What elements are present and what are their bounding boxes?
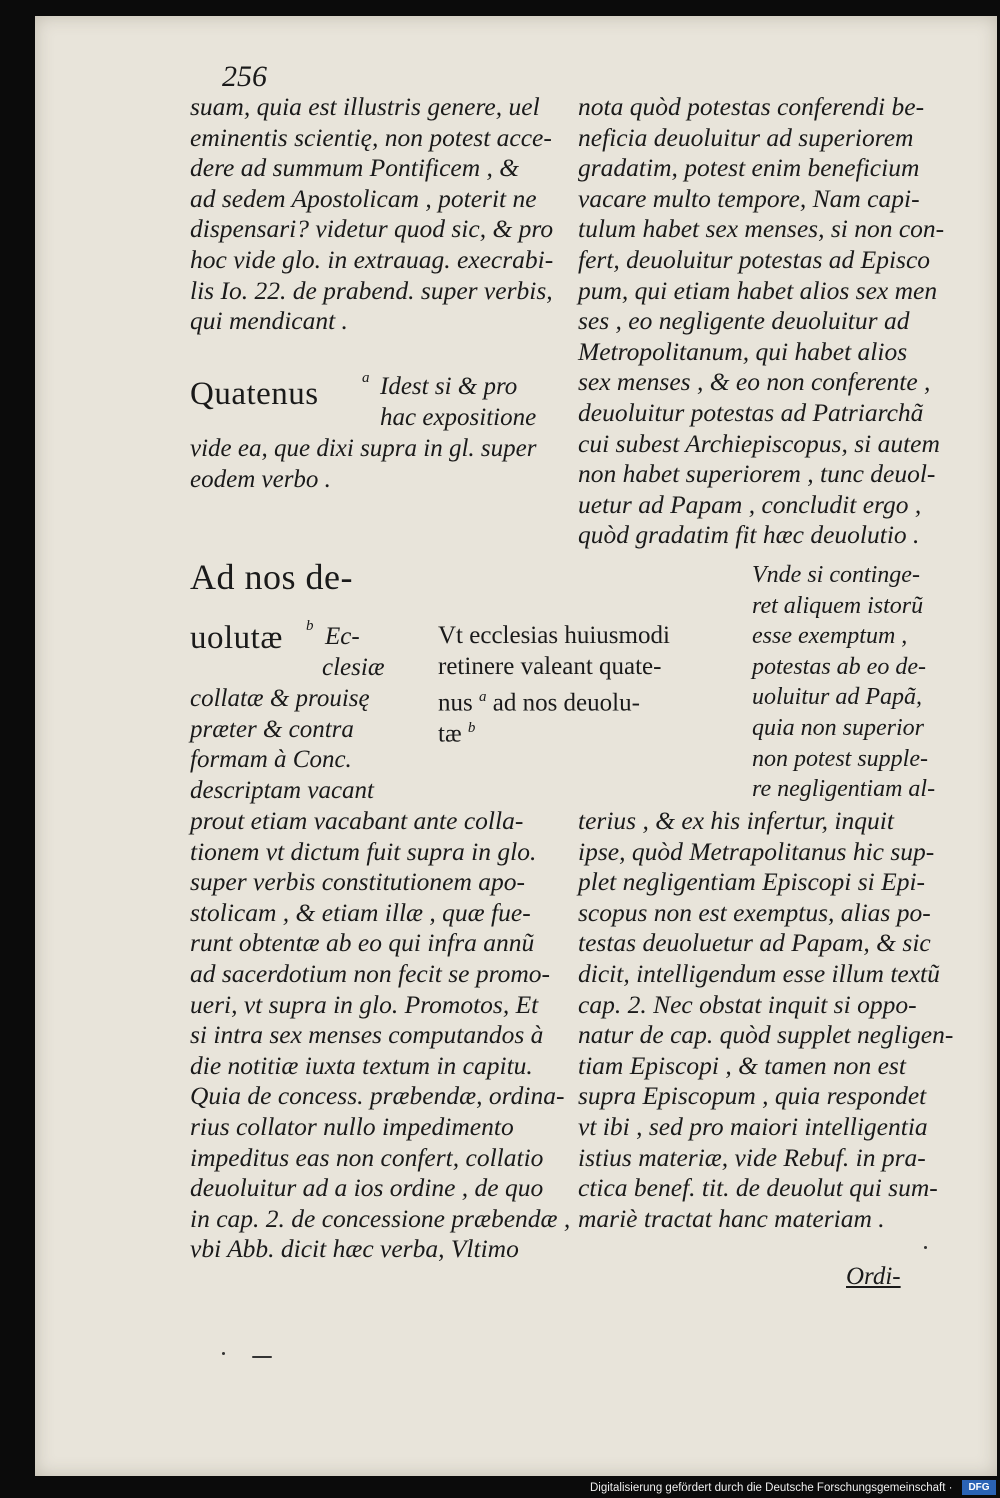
left-column-bottom [190, 806, 570, 1265]
text-line: Ec- [325, 623, 360, 650]
left-column-top [190, 92, 553, 337]
text-line: in cap. 2. de concessione præbendæ , [190, 1203, 571, 1233]
main-text-word: tæ [438, 720, 462, 748]
text-line: quòd gradatim fit hæc deuolutio . [578, 520, 920, 550]
text-line: non potest supple- [752, 745, 928, 772]
text-line: neficia deuoluitur ad superiorem [578, 122, 914, 152]
dfg-logo: DFG [962, 1480, 996, 1495]
text-line: vt ibi , sed pro maiori intelligentia [578, 1111, 928, 1141]
text-line: sex menses , & eo non conferente , [578, 367, 931, 397]
main-mark-a: a [478, 689, 487, 705]
text-line: Idest si & pro [380, 373, 518, 400]
main-text-word: ad nos deuolu- [492, 689, 640, 717]
text-line: ad sedem Apostolicam , poterit ne [190, 183, 537, 213]
page-number: 256 [222, 60, 267, 93]
text-line: super verbis constitutionem apo- [190, 867, 525, 897]
text-line: si intra sex menses computandos à [190, 1020, 544, 1050]
main-text-line [438, 682, 670, 717]
ink-speck [924, 1246, 927, 1249]
text-line: tiam Episcopi , & tamen non est [578, 1050, 906, 1080]
text-line: gradatim, potest enim beneficium [578, 153, 920, 183]
right-column-narrow [752, 560, 935, 805]
text-line: ret aliquem istorũ [752, 592, 924, 619]
text-line: non habet superiorem , tunc deuol- [578, 459, 936, 489]
text-line: dicit, intelligendum esse illum textũ [578, 958, 940, 988]
text-line: ses , eo negligente deuoluitur ad [578, 306, 910, 336]
text-line: supra Episcopum , quia respondet [578, 1081, 927, 1111]
text-line: vide ea, que dixi supra in gl. super [190, 435, 537, 462]
text-line: præter & contra [190, 715, 354, 743]
text-line: plet negligentiam Episcopi si Epi- [578, 867, 926, 897]
gloss-mark-b: b [306, 618, 314, 634]
text-line: lis Io. 22. de prabend. super verbis, [190, 275, 553, 305]
text-line: natur de cap. quòd supplet negligen- [578, 1020, 954, 1050]
main-mark-b: b [467, 720, 476, 736]
text-line: cap. 2. Nec obstat inquit si oppo- [578, 989, 917, 1019]
right-column-bottom [578, 806, 953, 1234]
text-line: uetur ad Papam , concludit ergo , [578, 489, 922, 519]
lemma-quatenus: Quatenus [190, 376, 319, 412]
text-line: mariè tractat hanc materiam . [578, 1203, 885, 1233]
quatenus-side-gloss [380, 372, 536, 433]
main-text [438, 620, 670, 748]
catchword: Ordi- [846, 1263, 901, 1290]
text-line: prout etiam vacabant ante colla- [190, 806, 524, 835]
text-line: quia non superior [752, 714, 925, 741]
text-line: eodem verbo . [190, 465, 331, 493]
text-line: rius collator nullo impedimento [190, 1111, 514, 1141]
text-line: potestas ab eo de- [752, 653, 926, 680]
text-line: pum, qui etiam habet alios sex men [578, 275, 938, 305]
text-line: stolicam , & etiam illæ , quæ fue- [190, 897, 531, 927]
text-line: dere ad summum Pontificem , & [190, 153, 520, 183]
main-text-line [438, 713, 670, 748]
lemma-ad-nos: Ad nos de- [190, 557, 353, 597]
text-line: cui subest Archiepiscopus, si autem [578, 428, 940, 458]
lemma-devolutae: uolutæ [190, 620, 283, 656]
text-line: scopus non est exemptus, alias po- [578, 897, 931, 927]
text-line: Quia de concess. præbendæ, ordina- [190, 1081, 565, 1111]
text-line: clesiæ [322, 654, 385, 681]
main-text-line: retinere valeant quate- [438, 653, 662, 680]
text-line: tionem vt dictum fuit supra in glo. [190, 836, 537, 866]
text-line: ipse, quòd Metrapolitanus hic sup- [578, 836, 935, 866]
text-line: istius materiæ, vide Rebuf. in pra- [578, 1142, 926, 1172]
text-line: ad sacerdotium non fecit se promo- [190, 958, 551, 988]
text-line: eminentis scientię, non potest acce- [190, 122, 552, 152]
text-line: deuoluitur potestas ad Patriarchã [578, 397, 924, 427]
text-line: suam, quia est illustris genere, uel [190, 92, 540, 121]
text-line: hoc vide glo. in extrauag. execrabi- [190, 244, 554, 274]
text-line: vacare multo tempore, Nam capi- [578, 183, 920, 213]
text-line: re negligentiam al- [752, 776, 936, 803]
text-line: formam à Conc. [190, 746, 352, 774]
text-line: runt obtentæ ab eo qui infra annũ [190, 928, 535, 958]
text-line: descriptam vacant [190, 776, 374, 804]
text-line: dispensari? videtur quod sic, & pro [190, 214, 554, 244]
text-line: ueri, vt supra in glo. Promotos, Et [190, 989, 539, 1019]
ad-nos-gloss-short [322, 653, 385, 684]
text-line: ctica benef. tit. de deuolut qui sum- [578, 1173, 938, 1203]
text-line: uoluitur ad Papã, [752, 684, 923, 711]
right-column-top [578, 92, 944, 551]
text-line: fert, deuoluitur potestas ad Episco [578, 244, 931, 274]
main-text-word: nus [438, 689, 473, 717]
text-line: deuoluitur ad a ios ordine , de quo [190, 1173, 544, 1203]
ink-speck [252, 1356, 272, 1358]
text-line: Vnde si continge- [752, 562, 920, 588]
text-line: collatæ & prouisę [190, 685, 370, 712]
ink-speck [222, 1352, 225, 1355]
text-line: testas deuoluetur ad Papam, & sic [578, 928, 931, 958]
text-line: vbi Abb. dicit hæc verba, Vltimo [190, 1234, 519, 1264]
text-line: Metropolitanum, qui habet alios [578, 336, 908, 366]
ad-nos-gloss [190, 684, 374, 806]
main-text-line: Vt ecclesias huiusmodi [438, 622, 670, 649]
text-line: die notitiæ iuxta textum in capitu. [190, 1050, 533, 1080]
text-line: terius , & ex his infertur, inquit [578, 806, 894, 835]
text-line: esse exemptum , [752, 623, 908, 650]
text-line: hac expositione [380, 403, 537, 431]
text-line: qui mendicant . [190, 306, 348, 336]
text-line: tulum habet sex menses, si non con- [578, 214, 945, 244]
ad-nos-gloss-short [325, 622, 360, 653]
digitization-credit: Digitalisierung gefördert durch die Deutsche Forschungsgemeinschaft · [590, 1482, 953, 1494]
text-line: nota quòd potestas conferendi be- [578, 92, 925, 121]
gloss-mark-a: a [362, 370, 370, 386]
quatenus-gloss [190, 434, 536, 495]
text-line: impeditus eas non confert, collatio [190, 1142, 544, 1172]
